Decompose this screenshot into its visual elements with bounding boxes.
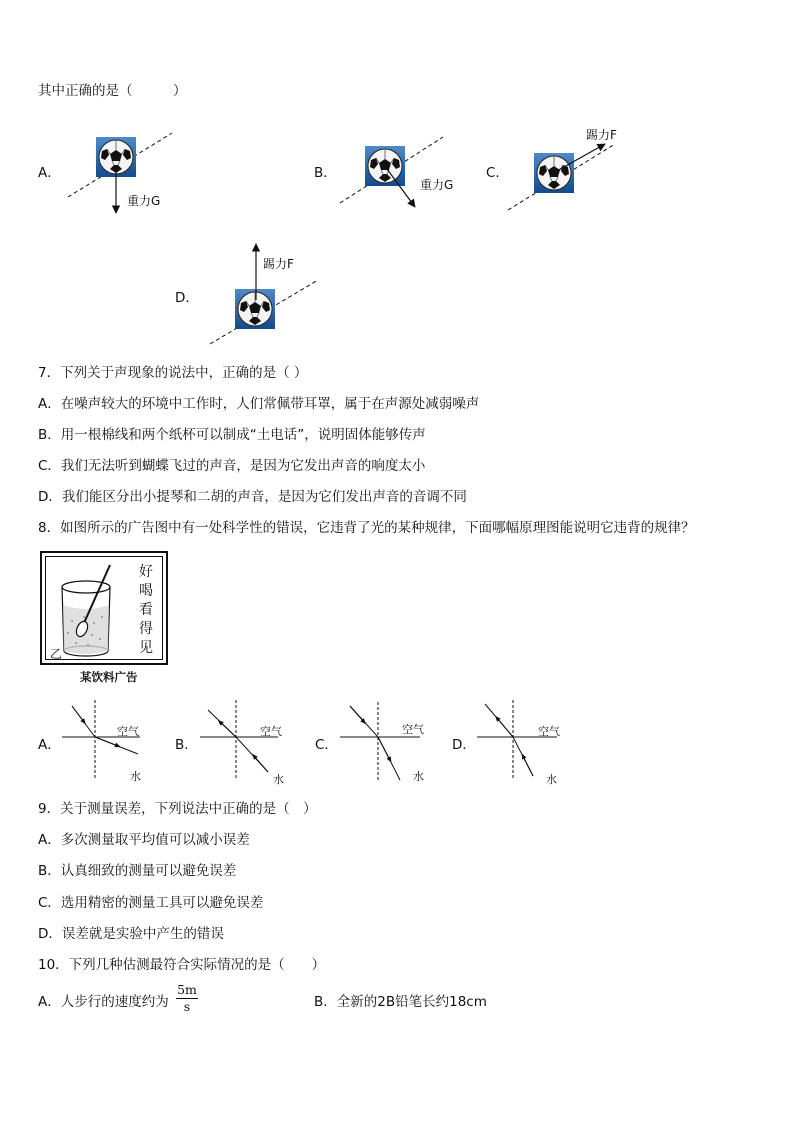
q6-option-b-force: 重力G — [420, 178, 454, 192]
q6-stem: 其中正确的是（ ） — [38, 83, 187, 99]
soccer-ball-icon — [365, 146, 405, 186]
q6-option-b-label: B． — [314, 165, 337, 181]
q10-option-a-prefix: A．人步行的速度约为 — [38, 994, 169, 1010]
ad-slogan-char: 看 — [139, 602, 153, 618]
q8-option-a-water: 水 — [130, 770, 141, 783]
q8-option-a-air: 空气 — [117, 725, 139, 738]
glass-with-spoon-icon — [54, 561, 126, 661]
q6-option-a-figure — [60, 125, 210, 225]
q7-stem: 7．下列关于声现象的说法中，正确的是（ ） — [38, 365, 308, 381]
q9-stem: 9．关于测量误差，下列说法中正确的是（ ） — [38, 801, 317, 817]
q8-option-d-air: 空气 — [538, 725, 560, 738]
ad-slogan-char: 好 — [139, 564, 153, 580]
q10-option-b: B．全新的2B铅笔长约18cm — [314, 994, 487, 1010]
q9-option-c: C．选用精密的测量工具可以避免误差 — [38, 895, 264, 911]
soccer-ball-icon — [534, 153, 574, 193]
q7-option-d: D．我们能区分出小提琴和二胡的声音，是因为它们发出声音的音调不同 — [38, 489, 467, 505]
q6-option-b-figure — [335, 125, 485, 225]
q6-option-d-force: 踢力F — [263, 257, 294, 271]
q9-option-a: A．多次测量取平均值可以减小误差 — [38, 832, 250, 848]
q9-option-b: B．认真细致的测量可以避免误差 — [38, 863, 237, 879]
q10-option-a-fraction — [176, 982, 198, 1014]
q7-option-b: B．用一根棉线和两个纸杯可以制成“土电话”，说明固体能够传声 — [38, 427, 426, 443]
q8-option-d-label: D． — [452, 737, 476, 753]
q6-option-a-force: 重力G — [127, 194, 161, 208]
q9-option-d: D．误差就是实验中产生的错误 — [38, 926, 224, 942]
q8-option-c-label: C． — [315, 737, 338, 753]
fraction-numerator: 5m — [177, 982, 197, 997]
q7-option-c: C．我们无法听到蝴蝶飞过的声音，是因为它发出声音的响度太小 — [38, 458, 426, 474]
q8-option-d-water: 水 — [546, 773, 557, 786]
q6-option-c-figure — [505, 130, 625, 220]
q8-option-b-water: 水 — [273, 773, 284, 786]
ad-caption: 某饮料广告 — [80, 670, 138, 684]
q10-stem: 10．下列几种估测最符合实际情况的是（ ） — [38, 957, 326, 973]
q8-option-c-water: 水 — [413, 770, 424, 783]
q6-option-c-label: C． — [486, 165, 509, 181]
q8-option-b-label: B． — [175, 737, 198, 753]
q8-option-c-air: 空气 — [402, 723, 424, 736]
drink-ad-frame — [40, 551, 168, 665]
ad-slogan-char: 见 — [139, 640, 153, 656]
ad-slogan — [137, 563, 155, 658]
soccer-ball-icon — [235, 289, 275, 329]
ad-slogan-char: 喝 — [139, 583, 153, 599]
q6-option-c-force: 踢力F — [586, 128, 617, 142]
q7-option-a: A．在噪声较大的环境中工作时，人们常佩带耳罩，属于在声源处减弱噪声 — [38, 396, 480, 412]
ad-corner-label: 乙 — [50, 647, 63, 661]
q6-option-a-label: A． — [38, 165, 61, 181]
q8-option-b-air: 空气 — [260, 725, 282, 738]
ad-slogan-char: 得 — [139, 621, 153, 637]
q8-option-a-label: A． — [38, 737, 61, 753]
q6-option-d-label: D． — [175, 290, 199, 306]
q8-stem: 8．如图所示的广告图中有一处科学性的错误，它违背了光的某种规律，下面哪幅原理图能说明它违背的规律？ — [38, 520, 695, 536]
fraction-denominator: s — [183, 999, 191, 1014]
